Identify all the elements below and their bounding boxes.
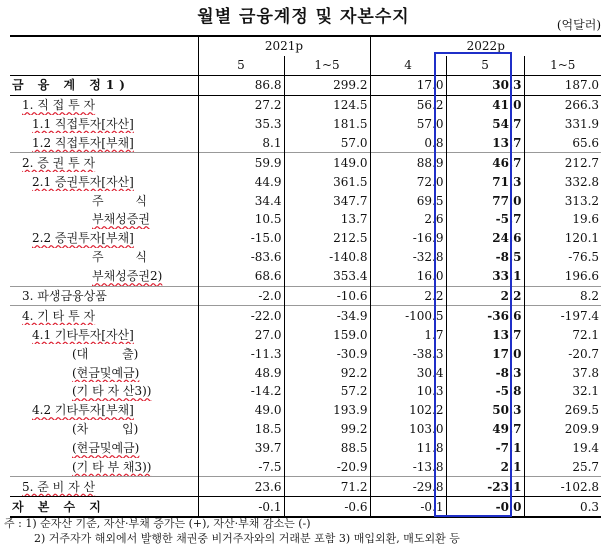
cell-value: 71.2 [284, 477, 370, 497]
row-label: 4.1 기타투자[자산] [32, 327, 134, 342]
row-label: (기 타 자 산3)) [72, 384, 152, 399]
cell-value: -36.6 [446, 306, 524, 325]
cell-value: 269.5 [524, 401, 601, 420]
cell-value: 299.2 [284, 75, 370, 95]
cell-value: 181.5 [284, 115, 370, 134]
cell-value: 120.1 [524, 229, 601, 248]
cell-value: 30.4 [370, 363, 446, 382]
cell-value: 24.6 [446, 229, 524, 248]
row-label: 부채성증권 [92, 212, 150, 227]
cell-value: 212.5 [284, 229, 370, 248]
cell-value: 71.3 [446, 172, 524, 191]
cell-value: 17.0 [446, 344, 524, 363]
table-row [10, 306, 601, 325]
cell-value: 77.0 [446, 191, 524, 210]
table-row [10, 95, 601, 114]
cell-value: 88.5 [284, 439, 370, 458]
cell-value: 99.2 [284, 420, 370, 439]
table-row [10, 229, 601, 248]
cell-value: 347.7 [284, 191, 370, 210]
table-row [10, 420, 601, 439]
row-label: 4.2 기타투자[부채] [32, 403, 134, 418]
cell-value: 209.9 [524, 420, 601, 439]
cell-value: 68.6 [198, 267, 284, 286]
row-label: 5. 준 비 자 산 [10, 477, 198, 497]
cell-value: -22.0 [198, 306, 284, 325]
cell-value: 92.2 [284, 363, 370, 382]
cell-value: -0.0 [446, 497, 524, 517]
cell-value: 86.8 [198, 75, 284, 95]
cell-value: 13.7 [446, 133, 524, 152]
header-month: 1~5 [524, 56, 601, 75]
table-row [10, 458, 601, 477]
cell-value: 49.7 [446, 420, 524, 439]
cell-value: 33.1 [446, 267, 524, 286]
cell-value: -30.9 [284, 344, 370, 363]
header-year-2021: 2021p [198, 36, 370, 56]
cell-value: 159.0 [284, 325, 370, 344]
cell-value: 19.6 [524, 210, 601, 229]
cell-value: 1.7 [370, 325, 446, 344]
cell-value: 124.5 [284, 95, 370, 114]
cell-value: 65.6 [524, 133, 601, 152]
header-row-months [10, 56, 601, 75]
header-month: 5 [198, 56, 284, 75]
cell-value: 49.0 [198, 401, 284, 420]
cell-value: 88.9 [370, 153, 446, 172]
table-row [10, 115, 601, 134]
cell-value: 27.0 [198, 325, 284, 344]
cell-value: 13.7 [446, 325, 524, 344]
cell-value: 19.4 [524, 439, 601, 458]
cell-value: 27.2 [198, 95, 284, 114]
financial-account-table [10, 35, 601, 518]
cell-value: -100.5 [370, 306, 446, 325]
cell-value: 102.2 [370, 401, 446, 420]
cell-value: 30.3 [446, 75, 524, 95]
table-row [10, 497, 601, 517]
cell-value: 13.7 [284, 210, 370, 229]
cell-value: -20.9 [284, 458, 370, 477]
cell-value: 187.0 [524, 75, 601, 95]
cell-value: 39.7 [198, 439, 284, 458]
cell-value: -76.5 [524, 248, 601, 267]
cell-value: 59.9 [198, 153, 284, 172]
row-label: 2. 증 권 투 자 [10, 153, 198, 172]
cell-value: -0.1 [198, 497, 284, 517]
cell-value: 25.7 [524, 458, 601, 477]
cell-value: 2.6 [370, 210, 446, 229]
table-row [10, 363, 601, 382]
cell-value: -20.7 [524, 344, 601, 363]
cell-value: -16.9 [370, 229, 446, 248]
cell-value: -15.0 [198, 229, 284, 248]
cell-value: 8.1 [198, 133, 284, 152]
cell-value: 196.6 [524, 267, 601, 286]
cell-value: 10.3 [370, 382, 446, 401]
cell-value: -10.6 [284, 286, 370, 306]
cell-value: -38.3 [370, 344, 446, 363]
cell-value: -29.8 [370, 477, 446, 497]
cell-value: 44.9 [198, 172, 284, 191]
cell-value: -14.2 [198, 382, 284, 401]
header-corner [10, 36, 198, 56]
cell-value: -23.1 [446, 477, 524, 497]
row-label: 2.1 증권투자[자산] [32, 174, 134, 189]
row-label: 주 식 [92, 193, 147, 208]
cell-value: 11.8 [370, 439, 446, 458]
cell-value: -197.4 [524, 306, 601, 325]
row-label: (기 타 부 채3)) [72, 460, 152, 475]
cell-value: 35.3 [198, 115, 284, 134]
row-label: (대 출) [72, 346, 139, 361]
cell-value: 10.5 [198, 210, 284, 229]
row-label: 자 본 수 지 [10, 497, 198, 517]
cell-value: 8.2 [524, 286, 601, 306]
cell-value: 313.2 [524, 191, 601, 210]
table-row [10, 439, 601, 458]
cell-value: 0.8 [370, 133, 446, 152]
unit-label: (억달러) [556, 18, 601, 32]
header-month: 5 [446, 56, 524, 75]
row-label: 2.2 증권투자[부채] [32, 231, 134, 246]
table-row [10, 172, 601, 191]
cell-value: 2.2 [370, 286, 446, 306]
table-row [10, 382, 601, 401]
cell-value: 0.3 [524, 497, 601, 517]
cell-value: 23.6 [198, 477, 284, 497]
row-label: 1.2 직접투자[부채] [32, 135, 134, 150]
cell-value: -140.8 [284, 248, 370, 267]
table-row [10, 153, 601, 172]
table-row [10, 210, 601, 229]
table-row [10, 267, 601, 286]
report-title: 월별 금융계정 및 자본수지 [197, 7, 410, 27]
cell-value: -8.3 [446, 363, 524, 382]
cell-value: 54.7 [446, 115, 524, 134]
row-label: 4. 기 타 투 자 [10, 306, 198, 325]
header-corner-2 [10, 56, 198, 75]
cell-value: -5.8 [446, 382, 524, 401]
row-label: 1. 직 접 투 자 [22, 98, 96, 113]
cell-value: 353.4 [284, 267, 370, 286]
row-label: 부채성증권2) [92, 269, 163, 284]
row-label: (현금및예금) [72, 365, 140, 380]
table-row [10, 344, 601, 363]
cell-value: -0.1 [370, 497, 446, 517]
cell-value: 41.0 [446, 95, 524, 114]
cell-value: 46.7 [446, 153, 524, 172]
cell-value: 332.8 [524, 172, 601, 191]
cell-value: 56.2 [370, 95, 446, 114]
cell-value: -83.6 [198, 248, 284, 267]
cell-value: 149.0 [284, 153, 370, 172]
cell-value: 193.9 [284, 401, 370, 420]
cell-value: 2.2 [446, 286, 524, 306]
cell-value: -5.7 [446, 210, 524, 229]
row-label: (현금및예금) [72, 441, 140, 456]
table-row [10, 286, 601, 306]
cell-value: 361.5 [284, 172, 370, 191]
row-label: 금 융 계 정1) [10, 75, 198, 95]
cell-value: 17.0 [370, 75, 446, 95]
cell-value: -102.8 [524, 477, 601, 497]
cell-value: 212.7 [524, 153, 601, 172]
header-month: 4 [370, 56, 446, 75]
cell-value: 18.5 [198, 420, 284, 439]
footnote-line: 주 : 1) 순자산 기준, 자산·부채 증가는 (+), 자산·부채 감소는 (-) [4, 517, 311, 530]
table-row [10, 401, 601, 420]
header-row-years [10, 36, 601, 56]
table-row [10, 191, 601, 210]
cell-value: 72.0 [370, 172, 446, 191]
cell-value: -0.6 [284, 497, 370, 517]
row-label: (차 입) [72, 422, 139, 437]
table-row [10, 477, 601, 497]
cell-value: -7.1 [446, 439, 524, 458]
cell-value: -8.5 [446, 248, 524, 267]
cell-value: -34.9 [284, 306, 370, 325]
cell-value: -13.8 [370, 458, 446, 477]
header-month: 1~5 [284, 56, 370, 75]
table-row [10, 75, 601, 95]
table-row [10, 133, 601, 152]
row-label: 3. 파생금융상품 [10, 286, 198, 306]
cell-value: 2.1 [446, 458, 524, 477]
header-year-2022: 2022p [370, 36, 601, 56]
cell-value: 34.4 [198, 191, 284, 210]
cell-value: -2.0 [198, 286, 284, 306]
table-row [10, 325, 601, 344]
footnote-line: 2) 거주자가 해외에서 발행한 채권중 비거주자와의 거래분 포함 3) 매입외환, 매도외환 등 [34, 532, 460, 545]
cell-value: 72.1 [524, 325, 601, 344]
cell-value: 57.2 [284, 382, 370, 401]
cell-value: 103.0 [370, 420, 446, 439]
row-label: 1.1 직접투자[자산] [32, 117, 134, 131]
row-label: 주 식 [92, 250, 147, 265]
cell-value: 331.9 [524, 115, 601, 134]
cell-value: 16.0 [370, 267, 446, 286]
cell-value: -32.8 [370, 248, 446, 267]
table-row [10, 248, 601, 267]
cell-value: 57.0 [370, 115, 446, 134]
cell-value: 32.1 [524, 382, 601, 401]
cell-value: 37.8 [524, 363, 601, 382]
cell-value: 266.3 [524, 95, 601, 114]
cell-value: -11.3 [198, 344, 284, 363]
cell-value: 57.0 [284, 133, 370, 152]
cell-value: 50.3 [446, 401, 524, 420]
cell-value: 69.5 [370, 191, 446, 210]
cell-value: 48.9 [198, 363, 284, 382]
footnotes [4, 516, 604, 546]
cell-value: -7.5 [198, 458, 284, 477]
